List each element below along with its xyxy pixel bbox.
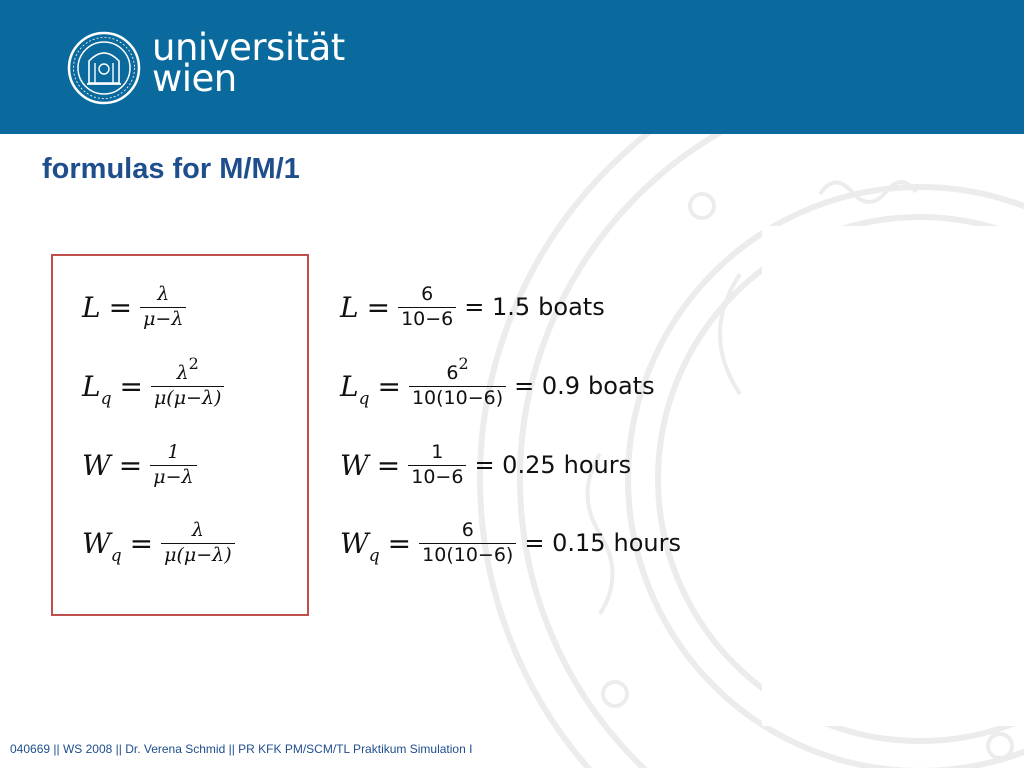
brand-line-2: wien <box>152 57 237 100</box>
result-value: = 1.5 <box>464 293 531 322</box>
result-unit: hours <box>563 451 632 480</box>
fraction-denominator: 10−6 <box>408 465 466 488</box>
result-row <box>340 354 655 409</box>
formula-row <box>82 354 224 409</box>
numerator-value: λ <box>157 283 170 305</box>
fraction-numerator <box>189 521 207 543</box>
result-value: = 0.25 <box>474 451 556 480</box>
numerator-value: λ <box>176 362 189 384</box>
lhs-variable: W <box>82 448 111 482</box>
formula-row <box>82 285 186 330</box>
fraction-numerator <box>443 354 471 386</box>
fraction <box>419 521 516 566</box>
equals-sign: = <box>377 369 401 403</box>
lhs-variable: W <box>82 526 111 560</box>
fraction <box>161 521 234 566</box>
lhs-subscript: q <box>368 545 380 566</box>
header-bar <box>0 0 1024 134</box>
formula-lhs <box>82 526 122 566</box>
result-row <box>340 285 605 330</box>
numerator-exponent: 2 <box>458 354 469 373</box>
equals-sign: = <box>129 526 154 560</box>
fraction-numerator <box>428 443 446 465</box>
formula-row <box>82 521 235 566</box>
formula-lhs <box>82 449 111 482</box>
fraction-denominator: 10(10−6) <box>419 543 516 566</box>
numerator-value: 6 <box>421 283 434 305</box>
fraction-denominator: μ−λ <box>140 307 186 330</box>
fraction-numerator <box>418 285 436 307</box>
formula-lhs <box>82 291 101 324</box>
equals-sign: = <box>119 369 143 403</box>
fraction <box>140 285 186 330</box>
fraction-numerator <box>164 443 182 465</box>
lhs-variable: L <box>82 369 101 403</box>
lhs-variable: L <box>82 290 101 324</box>
equals-sign: = <box>387 526 412 560</box>
fraction-denominator: 10(10−6) <box>409 386 506 409</box>
result-unit: hours <box>613 529 681 558</box>
background-patch <box>762 226 1024 726</box>
numerator-value: 6 <box>461 519 474 541</box>
fraction-denominator: 10−6 <box>398 307 456 330</box>
equals-sign: = <box>118 448 143 482</box>
fraction-numerator <box>459 521 477 543</box>
fraction-numerator <box>154 285 172 307</box>
result-row <box>340 521 681 566</box>
fraction <box>151 354 224 409</box>
brand-line-1: universität <box>152 26 345 69</box>
fraction-denominator: μ(μ−λ) <box>161 543 234 566</box>
slide-title: formulas for M/M/1 <box>42 153 300 185</box>
result-unit: boats <box>588 372 655 401</box>
fraction <box>398 285 456 330</box>
formula-lhs <box>340 369 370 409</box>
formula-lhs <box>82 369 112 409</box>
fraction <box>150 443 196 488</box>
lhs-subscript: q <box>100 388 112 409</box>
equals-sign: = <box>366 290 391 324</box>
fraction-denominator: μ(μ−λ) <box>151 386 224 409</box>
lhs-subscript: q <box>358 388 370 409</box>
university-seal-logo <box>67 31 141 105</box>
footer-text: 040669 || WS 2008 || Dr. Verena Schmid || PR KFK PM/SCM/TL Praktikum Simulation I <box>10 742 473 756</box>
numerator-exponent: 2 <box>188 354 199 373</box>
lhs-variable: L <box>340 290 359 324</box>
formula-row <box>82 443 197 488</box>
lhs-variable: W <box>340 448 369 482</box>
numerator-value: 1 <box>431 441 444 463</box>
result-value: = 0.15 <box>524 529 606 558</box>
numerator-value: 1 <box>167 441 180 463</box>
numerator-value: 6 <box>446 362 459 384</box>
result-value: = 0.9 <box>514 372 581 401</box>
university-wordmark <box>152 26 345 100</box>
result-row <box>340 443 631 488</box>
numerator-value: λ <box>191 519 204 541</box>
equals-sign: = <box>108 290 133 324</box>
result-unit: boats <box>538 293 605 322</box>
fraction <box>409 354 506 409</box>
fraction-numerator <box>174 354 202 386</box>
lhs-variable: W <box>340 526 369 560</box>
equals-sign: = <box>376 448 401 482</box>
formula-lhs <box>340 291 359 324</box>
formula-lhs <box>340 526 380 566</box>
lhs-variable: L <box>340 369 359 403</box>
formula-lhs <box>340 449 369 482</box>
fraction-denominator: μ−λ <box>150 465 196 488</box>
fraction <box>408 443 466 488</box>
lhs-subscript: q <box>110 545 122 566</box>
